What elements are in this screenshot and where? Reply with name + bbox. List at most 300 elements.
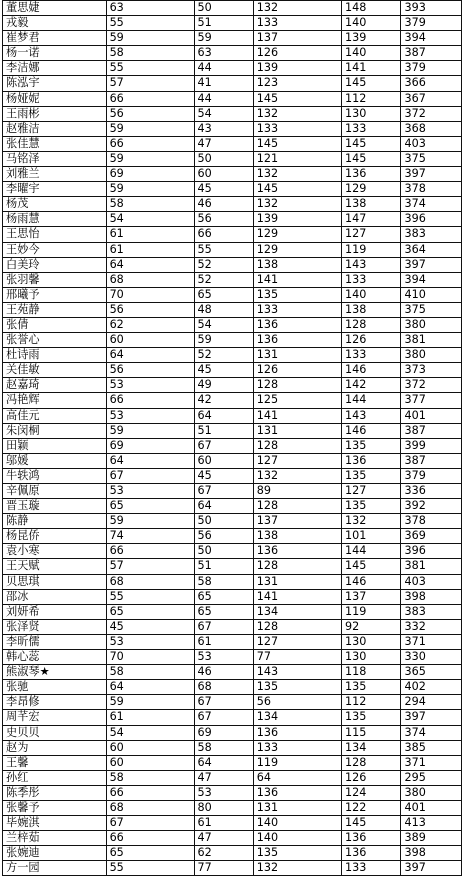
score-cell[interactable]: 135 [253,287,341,302]
score-cell[interactable]: 53 [106,408,194,423]
score-cell[interactable]: 136 [253,317,341,332]
name-cell[interactable]: 张佳慧 [3,136,107,151]
score-cell[interactable]: 123 [253,76,341,91]
score-cell[interactable]: 133 [253,302,341,317]
score-cell[interactable]: 48 [194,302,253,317]
score-cell[interactable]: 41 [194,76,253,91]
score-cell[interactable]: 143 [341,257,401,272]
score-cell[interactable]: 139 [341,31,401,46]
score-cell[interactable]: 47 [194,831,253,846]
name-cell[interactable]: 兰梓茹 [3,831,107,846]
score-cell[interactable]: 387 [401,423,462,438]
score-cell[interactable]: 387 [401,453,462,468]
name-cell[interactable]: 赵雅洁 [3,121,107,136]
score-cell[interactable]: 336 [401,484,462,499]
name-cell[interactable]: 王苑静 [3,302,107,317]
name-cell[interactable]: 张驰 [3,680,107,695]
score-cell[interactable]: 378 [401,514,462,529]
score-cell[interactable]: 58 [106,665,194,680]
name-cell[interactable]: 晋玉璇 [3,499,107,514]
score-cell[interactable]: 132 [253,106,341,121]
name-cell[interactable]: 马铭泽 [3,151,107,166]
score-cell[interactable]: 46 [194,197,253,212]
score-cell[interactable]: 136 [341,167,401,182]
score-cell[interactable]: 144 [341,544,401,559]
score-cell[interactable]: 63 [194,46,253,61]
score-cell[interactable]: 146 [341,423,401,438]
score-cell[interactable]: 401 [401,800,462,815]
score-cell[interactable]: 401 [401,408,462,423]
score-cell[interactable]: 135 [341,680,401,695]
score-cell[interactable]: 368 [401,121,462,136]
score-cell[interactable]: 74 [106,529,194,544]
score-cell[interactable]: 50 [194,151,253,166]
score-cell[interactable]: 143 [341,408,401,423]
score-cell[interactable]: 135 [253,680,341,695]
score-cell[interactable]: 121 [253,151,341,166]
score-cell[interactable]: 375 [401,302,462,317]
name-cell[interactable]: 崔梦君 [3,31,107,46]
name-cell[interactable]: 王妙今 [3,242,107,257]
score-cell[interactable]: 54 [194,317,253,332]
score-cell[interactable]: 148 [341,1,401,16]
score-cell[interactable]: 129 [253,227,341,242]
score-cell[interactable]: 69 [194,725,253,740]
score-cell[interactable]: 398 [401,589,462,604]
score-cell[interactable]: 136 [253,785,341,800]
score-cell[interactable]: 383 [401,604,462,619]
score-cell[interactable]: 58 [194,740,253,755]
score-cell[interactable]: 62 [194,846,253,861]
name-cell[interactable]: 陈静 [3,514,107,529]
score-cell[interactable]: 66 [106,831,194,846]
score-cell[interactable]: 397 [401,167,462,182]
name-cell[interactable]: 李洁娜 [3,61,107,76]
score-cell[interactable]: 380 [401,348,462,363]
score-cell[interactable]: 53 [106,634,194,649]
score-cell[interactable]: 122 [341,800,401,815]
score-cell[interactable]: 77 [194,861,253,876]
score-cell[interactable]: 127 [341,227,401,242]
name-cell[interactable]: 张馨予 [3,800,107,815]
score-cell[interactable]: 89 [253,484,341,499]
score-cell[interactable]: 136 [253,725,341,740]
name-cell[interactable]: 邢曦予 [3,287,107,302]
name-cell[interactable]: 贝思琪 [3,574,107,589]
score-cell[interactable]: 132 [253,197,341,212]
score-cell[interactable]: 140 [253,816,341,831]
score-cell[interactable]: 59 [106,151,194,166]
name-cell[interactable]: 张倩 [3,317,107,332]
score-cell[interactable]: 56 [253,695,341,710]
score-cell[interactable]: 60 [106,755,194,770]
score-cell[interactable]: 126 [253,46,341,61]
score-cell[interactable]: 66 [106,785,194,800]
score-cell[interactable]: 119 [253,755,341,770]
name-cell[interactable]: 辛佩原 [3,484,107,499]
name-cell[interactable]: 冯艳辉 [3,393,107,408]
score-cell[interactable]: 119 [341,242,401,257]
score-cell[interactable]: 47 [194,770,253,785]
score-cell[interactable]: 366 [401,76,462,91]
score-cell[interactable]: 68 [106,272,194,287]
score-cell[interactable]: 64 [106,348,194,363]
score-cell[interactable]: 141 [253,408,341,423]
score-cell[interactable]: 70 [106,287,194,302]
name-cell[interactable]: 陈季彤 [3,785,107,800]
score-cell[interactable]: 134 [341,740,401,755]
score-cell[interactable]: 371 [401,755,462,770]
name-cell[interactable]: 刘雅兰 [3,167,107,182]
score-cell[interactable]: 133 [341,272,401,287]
score-cell[interactable]: 56 [194,529,253,544]
score-cell[interactable]: 138 [253,257,341,272]
score-cell[interactable]: 51 [194,16,253,31]
score-cell[interactable]: 55 [106,589,194,604]
name-cell[interactable]: 牛轶鸿 [3,468,107,483]
score-cell[interactable]: 118 [341,665,401,680]
score-cell[interactable]: 53 [194,785,253,800]
score-cell[interactable]: 119 [341,604,401,619]
score-cell[interactable]: 392 [401,499,462,514]
score-cell[interactable]: 294 [401,695,462,710]
score-cell[interactable]: 77 [253,650,341,665]
score-cell[interactable]: 61 [194,816,253,831]
name-cell[interactable]: 赵为 [3,740,107,755]
score-cell[interactable]: 138 [341,197,401,212]
name-cell[interactable]: 杨雨慧 [3,212,107,227]
score-cell[interactable]: 133 [253,121,341,136]
score-cell[interactable]: 394 [401,272,462,287]
name-cell[interactable]: 李曜宇 [3,182,107,197]
score-cell[interactable]: 396 [401,544,462,559]
score-cell[interactable]: 145 [253,182,341,197]
score-cell[interactable]: 65 [106,499,194,514]
score-cell[interactable]: 64 [194,755,253,770]
score-cell[interactable]: 145 [341,136,401,151]
score-cell[interactable]: 67 [194,619,253,634]
score-cell[interactable]: 378 [401,182,462,197]
score-cell[interactable]: 330 [401,650,462,665]
score-cell[interactable]: 61 [194,634,253,649]
score-cell[interactable]: 44 [194,91,253,106]
score-cell[interactable]: 59 [106,423,194,438]
name-cell[interactable]: 朱闵桐 [3,423,107,438]
name-cell[interactable]: 关佳敏 [3,363,107,378]
score-cell[interactable]: 127 [341,484,401,499]
name-cell[interactable]: 董思婕 [3,1,107,16]
score-cell[interactable]: 385 [401,740,462,755]
score-cell[interactable]: 59 [194,31,253,46]
score-cell[interactable]: 381 [401,333,462,348]
score-cell[interactable]: 60 [106,333,194,348]
score-cell[interactable]: 66 [106,393,194,408]
name-cell[interactable]: 史贝贝 [3,725,107,740]
score-cell[interactable]: 51 [194,423,253,438]
name-cell[interactable]: 赵嘉琦 [3,378,107,393]
score-cell[interactable]: 126 [341,770,401,785]
score-cell[interactable]: 374 [401,725,462,740]
score-cell[interactable]: 397 [401,710,462,725]
score-cell[interactable]: 372 [401,106,462,121]
score-cell[interactable]: 126 [253,363,341,378]
score-cell[interactable]: 141 [341,61,401,76]
name-cell[interactable]: 邬媛 [3,453,107,468]
score-cell[interactable]: 131 [253,348,341,363]
score-cell[interactable]: 66 [106,136,194,151]
score-cell[interactable]: 59 [106,121,194,136]
score-cell[interactable]: 68 [106,574,194,589]
score-cell[interactable]: 403 [401,136,462,151]
score-cell[interactable]: 140 [341,287,401,302]
score-cell[interactable]: 134 [253,604,341,619]
name-cell[interactable]: 张羽馨 [3,272,107,287]
score-cell[interactable]: 128 [253,559,341,574]
name-cell[interactable]: 白美玲 [3,257,107,272]
score-cell[interactable]: 60 [106,740,194,755]
score-cell[interactable]: 53 [194,650,253,665]
score-cell[interactable]: 67 [194,695,253,710]
score-cell[interactable]: 140 [341,46,401,61]
score-cell[interactable]: 49 [194,378,253,393]
name-cell[interactable]: 杨茂 [3,197,107,212]
score-cell[interactable]: 126 [341,333,401,348]
score-cell[interactable]: 143 [253,665,341,680]
score-cell[interactable]: 128 [341,755,401,770]
score-cell[interactable]: 138 [253,529,341,544]
score-cell[interactable]: 394 [401,31,462,46]
score-cell[interactable]: 135 [341,710,401,725]
name-cell[interactable]: 田颖 [3,438,107,453]
score-cell[interactable]: 372 [401,378,462,393]
score-cell[interactable]: 55 [106,861,194,876]
score-cell[interactable]: 101 [341,529,401,544]
score-cell[interactable]: 42 [194,393,253,408]
score-cell[interactable]: 124 [341,785,401,800]
score-cell[interactable]: 139 [253,212,341,227]
score-cell[interactable]: 50 [194,1,253,16]
score-cell[interactable]: 130 [341,650,401,665]
score-cell[interactable]: 128 [253,378,341,393]
score-cell[interactable]: 56 [106,363,194,378]
name-cell[interactable]: 熊淑琴★ [3,665,107,680]
score-cell[interactable]: 127 [253,453,341,468]
score-cell[interactable]: 64 [253,770,341,785]
score-cell[interactable]: 52 [194,348,253,363]
name-cell[interactable]: 戎毅 [3,16,107,31]
score-cell[interactable]: 61 [106,227,194,242]
score-cell[interactable]: 45 [106,619,194,634]
score-cell[interactable]: 413 [401,816,462,831]
score-cell[interactable]: 364 [401,242,462,257]
name-cell[interactable]: 杨娅妮 [3,91,107,106]
score-cell[interactable]: 53 [106,484,194,499]
score-cell[interactable]: 112 [341,695,401,710]
score-cell[interactable]: 69 [106,438,194,453]
score-cell[interactable]: 46 [194,665,253,680]
score-cell[interactable]: 112 [341,91,401,106]
score-cell[interactable]: 389 [401,831,462,846]
score-cell[interactable]: 59 [106,182,194,197]
score-cell[interactable]: 332 [401,619,462,634]
score-cell[interactable]: 45 [194,182,253,197]
score-cell[interactable]: 137 [253,514,341,529]
score-cell[interactable]: 44 [194,61,253,76]
score-cell[interactable]: 146 [341,363,401,378]
score-cell[interactable]: 65 [106,604,194,619]
score-cell[interactable]: 144 [341,393,401,408]
score-cell[interactable]: 125 [253,393,341,408]
score-cell[interactable]: 65 [194,287,253,302]
score-cell[interactable]: 59 [106,514,194,529]
score-cell[interactable]: 132 [253,1,341,16]
score-cell[interactable]: 129 [341,182,401,197]
score-cell[interactable]: 61 [106,710,194,725]
score-cell[interactable]: 52 [194,257,253,272]
score-cell[interactable]: 130 [341,634,401,649]
score-cell[interactable]: 55 [106,16,194,31]
score-cell[interactable]: 132 [253,468,341,483]
score-cell[interactable]: 67 [106,816,194,831]
score-cell[interactable]: 136 [341,831,401,846]
score-cell[interactable]: 47 [194,136,253,151]
score-cell[interactable]: 67 [194,484,253,499]
score-cell[interactable]: 64 [194,408,253,423]
score-cell[interactable]: 50 [194,544,253,559]
score-cell[interactable]: 45 [194,468,253,483]
score-cell[interactable]: 66 [106,91,194,106]
score-cell[interactable]: 57 [106,76,194,91]
score-cell[interactable]: 128 [341,317,401,332]
score-cell[interactable]: 67 [194,710,253,725]
score-cell[interactable]: 145 [341,151,401,166]
score-cell[interactable]: 80 [194,800,253,815]
score-cell[interactable]: 133 [253,16,341,31]
score-cell[interactable]: 135 [253,846,341,861]
score-cell[interactable]: 410 [401,287,462,302]
score-cell[interactable]: 135 [341,499,401,514]
score-cell[interactable]: 367 [401,91,462,106]
score-cell[interactable]: 67 [194,438,253,453]
score-cell[interactable]: 396 [401,212,462,227]
score-cell[interactable]: 146 [341,574,401,589]
score-cell[interactable]: 145 [341,76,401,91]
score-cell[interactable]: 133 [253,740,341,755]
score-cell[interactable]: 399 [401,438,462,453]
name-cell[interactable]: 王雨彬 [3,106,107,121]
score-cell[interactable]: 132 [253,167,341,182]
name-cell[interactable]: 李昕儒 [3,634,107,649]
score-cell[interactable]: 60 [194,167,253,182]
name-cell[interactable]: 高佳元 [3,408,107,423]
name-cell[interactable]: 王思怡 [3,227,107,242]
score-cell[interactable]: 64 [106,257,194,272]
name-cell[interactable]: 邵冰 [3,589,107,604]
score-cell[interactable]: 132 [341,514,401,529]
score-cell[interactable]: 139 [253,61,341,76]
name-cell[interactable]: 王馨 [3,755,107,770]
score-cell[interactable]: 381 [401,559,462,574]
score-cell[interactable]: 374 [401,197,462,212]
score-cell[interactable]: 55 [194,242,253,257]
score-cell[interactable]: 66 [106,544,194,559]
score-cell[interactable]: 136 [341,453,401,468]
score-cell[interactable]: 140 [341,16,401,31]
score-cell[interactable]: 65 [194,589,253,604]
score-cell[interactable]: 397 [401,257,462,272]
score-cell[interactable]: 115 [341,725,401,740]
score-cell[interactable]: 147 [341,212,401,227]
score-cell[interactable]: 140 [253,831,341,846]
score-cell[interactable]: 51 [194,559,253,574]
name-cell[interactable]: 袁小寒 [3,544,107,559]
score-cell[interactable]: 66 [194,227,253,242]
name-cell[interactable]: 孙红 [3,770,107,785]
score-cell[interactable]: 56 [194,212,253,227]
score-cell[interactable]: 379 [401,61,462,76]
score-cell[interactable]: 393 [401,1,462,16]
score-cell[interactable]: 136 [253,333,341,348]
score-cell[interactable]: 45 [194,363,253,378]
score-cell[interactable]: 57 [106,559,194,574]
score-cell[interactable]: 136 [253,544,341,559]
name-cell[interactable]: 杨昆侨 [3,529,107,544]
name-cell[interactable]: 周芊宏 [3,710,107,725]
score-cell[interactable]: 373 [401,363,462,378]
score-cell[interactable]: 43 [194,121,253,136]
score-cell[interactable]: 56 [106,106,194,121]
score-cell[interactable]: 380 [401,317,462,332]
score-cell[interactable]: 58 [194,574,253,589]
score-cell[interactable]: 62 [106,317,194,332]
score-cell[interactable]: 50 [194,514,253,529]
name-cell[interactable]: 王天赋 [3,559,107,574]
score-cell[interactable]: 132 [253,861,341,876]
score-cell[interactable]: 54 [106,725,194,740]
score-cell[interactable]: 134 [253,710,341,725]
score-cell[interactable]: 55 [106,61,194,76]
score-cell[interactable]: 58 [106,770,194,785]
score-cell[interactable]: 58 [106,46,194,61]
score-cell[interactable]: 128 [253,619,341,634]
score-cell[interactable]: 377 [401,393,462,408]
name-cell[interactable]: 杜诗雨 [3,348,107,363]
score-cell[interactable]: 145 [253,91,341,106]
score-cell[interactable]: 365 [401,665,462,680]
score-cell[interactable]: 369 [401,529,462,544]
name-cell[interactable]: 张誉心 [3,333,107,348]
score-cell[interactable]: 371 [401,634,462,649]
score-cell[interactable]: 145 [253,136,341,151]
name-cell[interactable]: 陈泓宇 [3,76,107,91]
score-cell[interactable]: 60 [194,453,253,468]
score-cell[interactable]: 387 [401,46,462,61]
score-cell[interactable]: 68 [194,680,253,695]
name-cell[interactable]: 李昂修 [3,695,107,710]
score-cell[interactable]: 52 [194,272,253,287]
score-cell[interactable]: 54 [106,212,194,227]
score-cell[interactable]: 131 [253,800,341,815]
score-cell[interactable]: 379 [401,16,462,31]
name-cell[interactable]: 杨一诺 [3,46,107,61]
score-cell[interactable]: 64 [194,499,253,514]
name-cell[interactable]: 张泽贤 [3,619,107,634]
score-cell[interactable]: 402 [401,680,462,695]
name-cell[interactable]: 韩心蕊 [3,650,107,665]
score-cell[interactable]: 145 [341,816,401,831]
score-cell[interactable]: 135 [341,468,401,483]
score-cell[interactable]: 92 [341,619,401,634]
